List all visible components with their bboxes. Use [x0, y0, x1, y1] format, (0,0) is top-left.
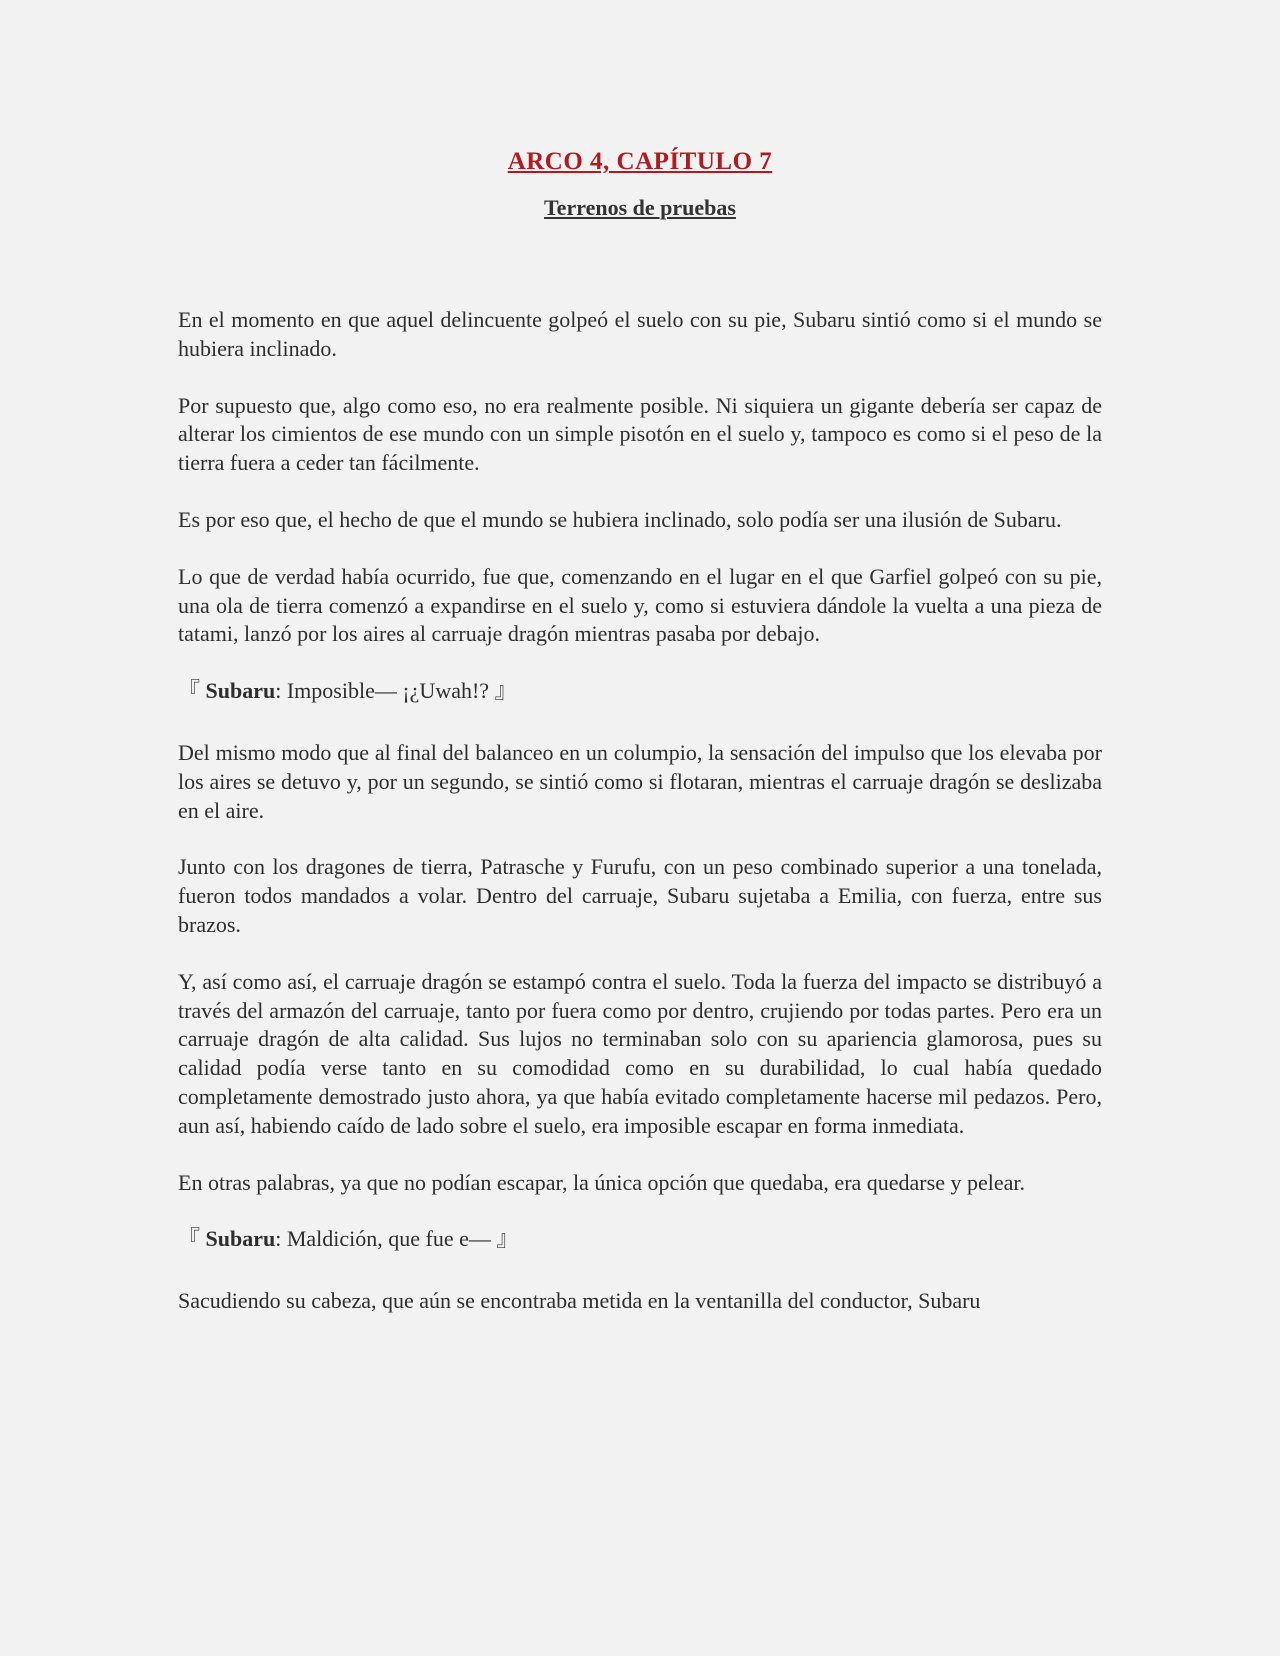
paragraph: Y, así como así, el carruaje dragón se estampó contra el suelo. Toda la fuerza del impacto se distribuyó a través del armazón del carruaje, tanto por fuera como por dentro, crujiendo por todas partes. Pero era un carruaje dragón de alta calidad. Sus lujos no terminaban solo con su apariencia glamorosa, pues su calidad podía verse tanto en su comodidad como en su durabilidad, lo cual había quedado completamente demostrado justo ahora, ya que había evitado completamente hacerse mil pedazos. Pero, aun así, habiendo caído de lado sobre el suelo, era imposible escapar en forma inmediata. — [178, 968, 1102, 1138]
dialogue-text: : Maldición, que fue e— — [275, 1226, 497, 1252]
paragraph: En otras palabras, ya que no podían escapar, la única opción que quedaba, era quedarse y pelear. — [178, 1169, 1025, 1195]
dialogue-line — [178, 1225, 1102, 1254]
dialogue-speaker: Subaru — [205, 1226, 276, 1252]
chapter-subtitle: Terrenos de pruebas — [544, 195, 736, 220]
dialogue-close-bracket: 』 — [494, 678, 517, 704]
dialogue-text: : Imposible— ¡¿Uwah!? — [275, 678, 495, 704]
paragraph: Por supuesto que, algo como eso, no era realmente posible. Ni siquiera un gigante debería ser capaz de alterar los cimientos de ese mundo con un simple pisotón en el suelo y, tampoco es como si el peso de la tierra fuera a ceder tan fácilmente. — [178, 392, 1102, 476]
dialogue-open-bracket: 『 — [178, 1226, 201, 1252]
dialogue-close-bracket: 』 — [496, 1226, 519, 1252]
chapter-body — [178, 306, 1102, 1344]
paragraph: Lo que de verdad había ocurrido, fue que, comenzando en el lugar en el que Garfiel golpeó con su pie, una ola de tierra comenzó a expandirse en el suelo y, como si estuviera dándole la vuelta a una pieza de tatami, lanzó por los aires al carruaje dragón mientras pasaba por debajo. — [178, 563, 1102, 647]
paragraph: Sacudiendo su cabeza, que aún se encontraba metida en la ventanilla del conductor, Subaru — [178, 1288, 981, 1314]
dialogue-speaker: Subaru — [205, 678, 276, 704]
chapter-title: ARCO 4, CAPÍTULO 7 — [507, 148, 773, 175]
paragraph: Junto con los dragones de tierra, Patrasche y Furufu, con un peso combinado superior a una tonelada, fueron todos mandados a volar. Dentro del carruaje, Subaru sujetaba a Emilia, con fuerza, entre sus brazos. — [178, 854, 1102, 937]
paragraph: Es por eso que, el hecho de que el mundo se hubiera inclinado, solo podía ser una ilusión de Subaru. — [178, 506, 1062, 532]
paragraph: Del mismo modo que al final del balanceo en un columpio, la sensación del impulso que los elevaba por los aires se detuvo y, por un segundo, se sintió como si flotaran, mientras el carruaje dragón se deslizaba en el aire. — [178, 739, 1102, 823]
dialogue-open-bracket: 『 — [178, 678, 201, 704]
paragraph: En el momento en que aquel delincuente golpeó el suelo con su pie, Subaru sintió como si el mundo se hubiera inclinado. — [178, 307, 1102, 361]
dialogue-line — [178, 677, 1102, 706]
